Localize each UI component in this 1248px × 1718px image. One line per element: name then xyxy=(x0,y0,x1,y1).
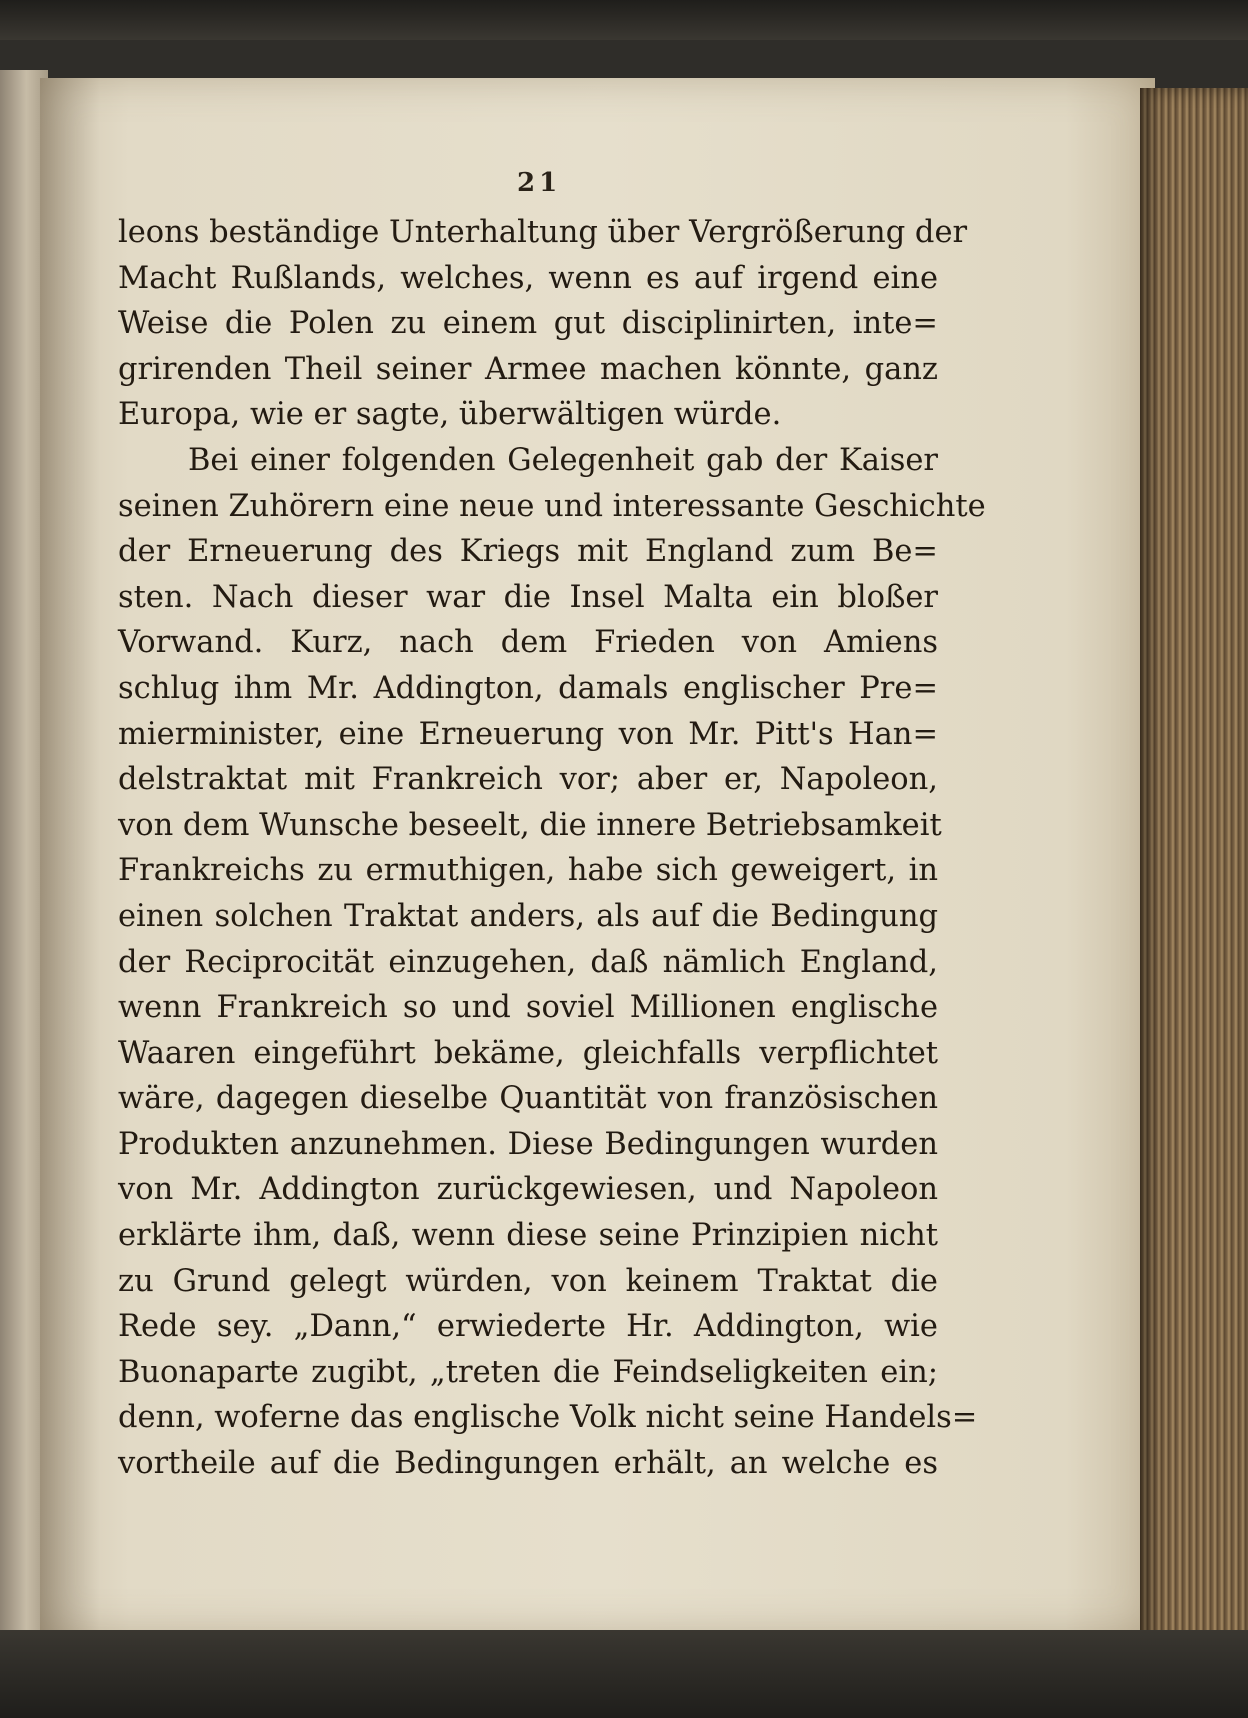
text-line: Waaren eingeführt bekäme, gleichfalls verpflichtet xyxy=(118,1035,938,1071)
text-line: grirenden Theil seiner Armee machen könnte, ganz xyxy=(118,351,938,387)
text-line: Weise die Polen zu einem gut disciplinirten, inte= xyxy=(118,306,938,342)
text-line: wenn Frankreich so und soviel Millionen englische xyxy=(118,990,938,1026)
text-line: Bei einer folgenden Gelegenheit gab der Kaiser xyxy=(188,442,938,478)
text-line: schlug ihm Mr. Addington, damals englischer Pre= xyxy=(118,670,938,706)
text-line: mierminister, eine Erneuerung von Mr. Pitt's Han= xyxy=(118,716,938,752)
fore-edge-pages xyxy=(1140,88,1248,1678)
gutter-shadow xyxy=(40,78,100,1633)
text-line: leons beständige Unterhaltung über Vergrößerung der xyxy=(118,215,968,250)
text-line: von Mr. Addington zurückgewiesen, und Napoleon xyxy=(118,1172,938,1208)
text-line: der Reciprocität einzugehen, daß nämlich England, xyxy=(118,944,938,980)
text-line: der Erneuerung des Kriegs mit England zum Be= xyxy=(118,534,938,570)
text-line: Rede sey. „Dann,“ erwiederte Hr. Addington, wie xyxy=(118,1309,938,1345)
text-line: von dem Wunsche beseelt, die innere Betriebsamkeit xyxy=(118,807,942,843)
body-text xyxy=(118,210,986,1487)
text-line: Produkten anzunehmen. Diese Bedingungen wurden xyxy=(118,1126,938,1162)
text-line: erklärte ihm, daß, wenn diese seine Prinzipien nicht xyxy=(118,1218,938,1254)
scan-bottom-edge xyxy=(0,1630,1248,1718)
text-line: Europa, wie er sagte, überwältigen würde. xyxy=(118,397,782,433)
text-line: Macht Rußlands, welches, wenn es auf irgend eine xyxy=(118,260,938,296)
scan-top-edge xyxy=(0,0,1248,40)
text-line: einen solchen Traktat anders, als auf die Bedingung xyxy=(118,898,938,934)
text-line: Buonaparte zugibt, „treten die Feindseligkeiten ein; xyxy=(118,1354,938,1390)
text-line: Vorwand. Kurz, nach dem Frieden von Amiens xyxy=(118,625,938,661)
text-line: Frankreichs zu ermuthigen, habe sich geweigert, in xyxy=(118,853,938,889)
text-line: seinen Zuhörern eine neue und interessante Geschichte xyxy=(118,488,986,524)
text-line: vortheile auf die Bedingungen erhält, an welche es xyxy=(118,1446,938,1482)
text-line: sten. Nach dieser war die Insel Malta ein bloßer xyxy=(118,579,938,615)
page-number: 21 xyxy=(517,168,562,198)
text-line: delstraktat mit Frankreich vor; aber er, Napoleon, xyxy=(118,762,938,798)
text-line: zu Grund gelegt würden, von keinem Traktat die xyxy=(118,1263,938,1299)
text-line: denn, woferne das englische Volk nicht seine Handels= xyxy=(118,1400,978,1436)
text-line: wäre, dagegen dieselbe Quantität von französischen xyxy=(118,1081,938,1117)
